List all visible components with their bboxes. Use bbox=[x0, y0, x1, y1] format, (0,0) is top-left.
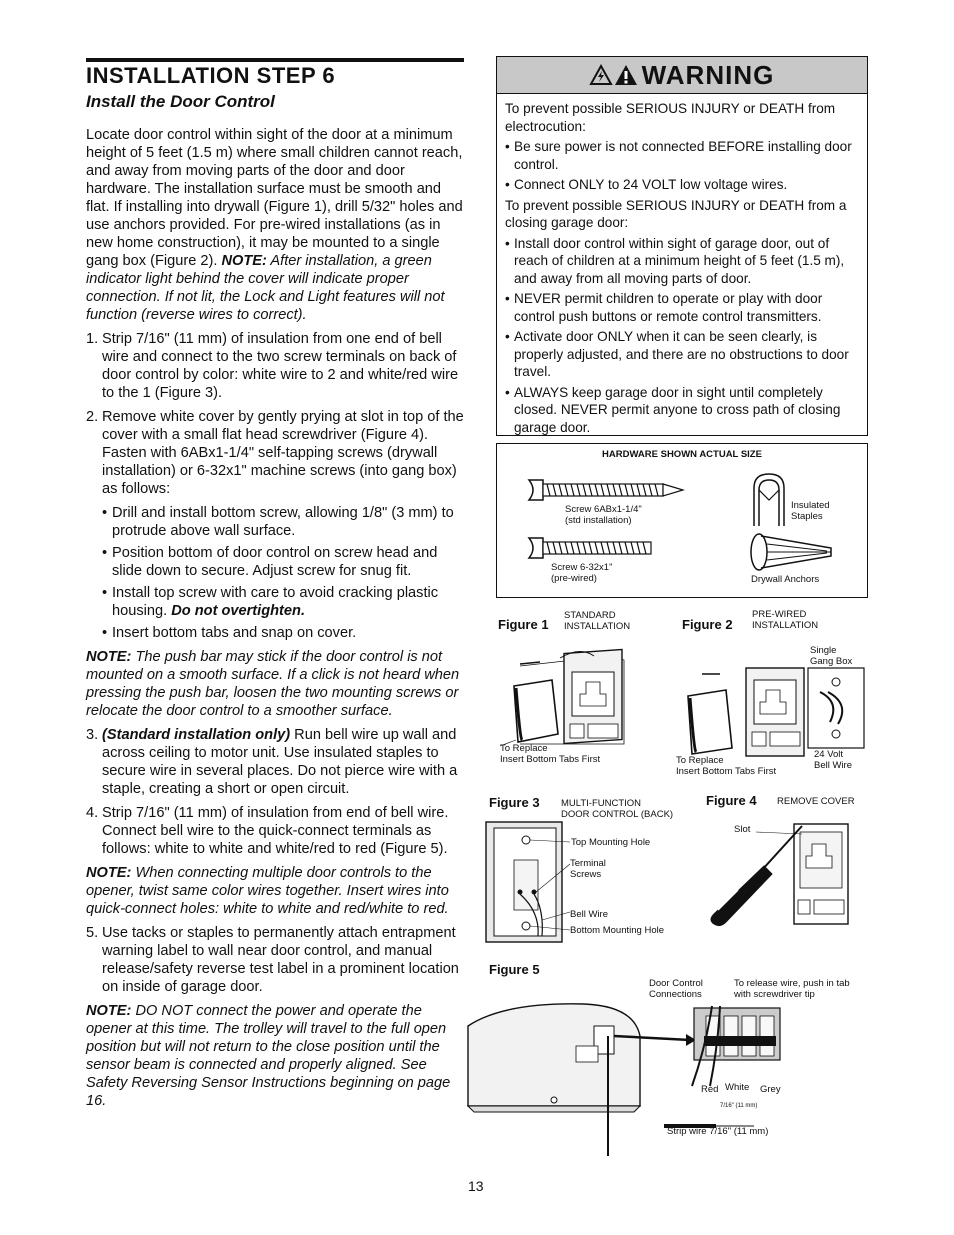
step-2-bullet-2: • Position bottom of door control on screw head and slide down to secure. Adjust screw for snug fit. bbox=[102, 545, 438, 579]
figure-1-label: Figure 1 bbox=[498, 617, 549, 632]
drywall-anchors-illustration bbox=[749, 532, 835, 572]
note-multiple-controls: NOTE: When connecting multiple door controls to the opener, twist same color wires together. Insert wires into quick-connect holes: white to white and red/white to red. bbox=[86, 865, 449, 917]
warning-header bbox=[497, 57, 867, 94]
hardware-title: HARDWARE SHOWN ACTUAL SIZE bbox=[602, 449, 762, 460]
staples-label: Insulated Staples bbox=[791, 500, 830, 522]
figure-3-label: Figure 3 bbox=[489, 795, 540, 810]
screw-6abx-illustration bbox=[527, 478, 687, 502]
step-3: 3. (Standard installation only) Run bell wire up wall and across ceiling to motor unit. Use insulated staples to secure wire in several places. Do not pierce wire with a staple, creating a short or open circuit. bbox=[86, 727, 458, 797]
warning-box bbox=[496, 56, 868, 436]
step-2-bullet-3: • Install top screw with care to avoid cracking plastic housing. Do not overtighten. bbox=[102, 585, 439, 619]
figure-1-illustration bbox=[500, 638, 660, 746]
screw-1-label: Screw 6ABx1-1/4" (std installation) bbox=[565, 504, 642, 526]
step-4: 4. Strip 7/16" (11 mm) of insulation from end of bell wire. Connect bell wire to the quick-connect terminals as follows: white to white and white/red to red (Figure 5). bbox=[86, 805, 449, 857]
figure-5-label: Figure 5 bbox=[489, 962, 540, 977]
figure-3-caption: MULTI-FUNCTION DOOR CONTROL (BACK) bbox=[561, 798, 674, 820]
note-do-not-connect: NOTE: DO NOT connect the power and operate the opener at this time. The trolley will travel to the full open position but will not return to the close position until the sensor beam is connected and properly aligned. See Safety Reversing Sensor Instructions beginning on page 16. bbox=[86, 1003, 451, 1109]
warning-item: • Connect ONLY to 24 VOLT low voltage wires. bbox=[505, 177, 788, 192]
step-subtitle: Install the Door Control bbox=[86, 92, 275, 111]
bell-wire-label-fig3: Bell Wire bbox=[570, 909, 609, 920]
figure-2-illustration bbox=[680, 662, 870, 762]
terminal-screws-label: Terminal Screws bbox=[570, 858, 606, 880]
figure-4-label: Figure 4 bbox=[706, 793, 757, 808]
grey-wire-label: Grey bbox=[760, 1084, 781, 1095]
gang-box-label: Single Gang Box bbox=[810, 645, 853, 667]
step-2: 2. Remove white cover by gently prying at slot in top of the cover with a small flat head screwdriver (Figure 4). Fasten with 6ABx1-1/4" self-tapping screws (drywall installation) or 6-32x1" machine screws (into gang box) as follows: bbox=[86, 409, 464, 497]
top-mounting-hole-label: Top Mounting Hole bbox=[571, 837, 651, 848]
figure-2-label: Figure 2 bbox=[682, 617, 733, 632]
warning-item: • Install door control within sight of garage door, out of reach of children at a minimum height of 5 feet (1.5 m), and away from all moving parts of door. bbox=[505, 235, 845, 286]
strip-wire-label: Strip wire 7/16" (11 mm) bbox=[667, 1126, 769, 1137]
insulated-staples-illustration bbox=[749, 470, 789, 528]
screw-6-32-illustration bbox=[527, 536, 657, 560]
header-rule bbox=[86, 58, 464, 62]
anchors-label: Drywall Anchors bbox=[751, 574, 820, 585]
figure-1-caption: STANDARD INSTALLATION bbox=[564, 610, 631, 632]
figure-2-note: To Replace Insert Bottom Tabs First bbox=[676, 755, 777, 777]
figure-4-caption: REMOVE COVER bbox=[777, 796, 855, 807]
figure-2-caption: PRE-WIRED INSTALLATION bbox=[752, 609, 819, 631]
warning-item: • NEVER permit children to operate or play with door control push buttons or remote control transmitters. bbox=[505, 291, 823, 324]
electrical-hazard-icon bbox=[590, 64, 612, 86]
warning-title: WARNING bbox=[641, 59, 775, 90]
warning-item: • Be sure power is not connected BEFORE installing door control. bbox=[505, 139, 852, 172]
strip-length-mark: 7/16" (11 mm) bbox=[720, 1103, 758, 1109]
warning-triangle-icon bbox=[614, 64, 638, 86]
release-wire-label: To release wire, push in tab with screwdriver tip bbox=[734, 978, 850, 1000]
slot-label: Slot bbox=[734, 824, 751, 835]
figure-1-note: To Replace Insert Bottom Tabs First bbox=[500, 743, 601, 765]
page-number: 13 bbox=[468, 1178, 484, 1194]
step-1: 1. Strip 7/16" (11 mm) of insulation from one end of bell wire and connect to the two screw terminals on back of door control by color: white wire to 2 and white/red wire to the 1 (Figure 3). bbox=[86, 331, 459, 401]
bell-wire-label: 24 Volt Bell Wire bbox=[814, 749, 853, 771]
figure-3-illustration bbox=[484, 820, 574, 946]
bottom-mounting-hole-label: Bottom Mounting Hole bbox=[570, 925, 664, 936]
hardware-box bbox=[496, 443, 868, 598]
warning-item: • ALWAYS keep garage door in sight until completely closed. NEVER permit anyone to cross path of closing garage door. bbox=[505, 384, 841, 435]
intro-paragraph: Locate door control within sight of the door at a minimum height of 5 feet (1.5 m) where small children cannot reach, and away from moving parts of the door and door hardware. The installation surface must be smooth and flat. If installing into drywall (Figure 1), drill 5/32" holes and use anchors provided. For pre-wired installations (as in new home construction), it may be mounted to a single gang box (Figure 2). NOTE: After installation, a green indicator light behind the cover will indicate proper connection. If not lit, the Lock and Light features will not function (reverse wires to correct). bbox=[86, 127, 463, 323]
step-2-bullet-1: • Drill and install bottom screw, allowing 1/8" (3 mm) to protrude above wall surface. bbox=[102, 505, 454, 539]
step-title: INSTALLATION STEP 6 bbox=[86, 63, 336, 88]
step-2-bullet-4: • Insert bottom tabs and snap on cover. bbox=[102, 625, 357, 641]
screw-2-label: Screw 6-32x1" (pre-wired) bbox=[551, 562, 613, 584]
figure-4-illustration bbox=[706, 822, 852, 928]
white-wire-label: White bbox=[725, 1082, 750, 1093]
step-5: 5. Use tacks or staples to permanently attach entrapment warning label to wall near door control, and manual release/safety reverse test label in a prominent location on inside of garage door. bbox=[86, 925, 459, 995]
warning-item: • Activate door ONLY when it can be seen clearly, is properly adjusted, and there are no obstructions to door travel. bbox=[505, 329, 849, 379]
red-wire-label: Red bbox=[701, 1084, 719, 1095]
note-push-bar: NOTE: The push bar may stick if the door control is not mounted on a smooth surface. If a click is not heard when pressing the push bar, loosen the two mounting screws or relocate the door control to a smoother surface. bbox=[86, 649, 460, 719]
instructions-column bbox=[86, 126, 466, 1116]
door-control-connections-label: Door Control Connections bbox=[649, 978, 703, 1000]
warning-body: To prevent possible SERIOUS INJURY or DEATH from electrocution: • Be sure power is not connected BEFORE installing door control. • Connect ONLY to 24 VOLT low voltage wires. To prevent possible SERIOUS INJURY or DEATH from a closing garage door: • Install door control within sight of garage door, out of reach of children at a minimum height of 5 feet (1.5 m), and away from all moving parts of door. • NEVER permit children to operate or play with door control push buttons or remote control transmitters. • Activate door ONLY when it can be seen clearly, is properly adjusted, and there are no obstructions to door travel. • ALWAYS keep garage door in sight until completely closed. NEVER permit anyone to cross path of closing garage door. bbox=[497, 94, 867, 436]
